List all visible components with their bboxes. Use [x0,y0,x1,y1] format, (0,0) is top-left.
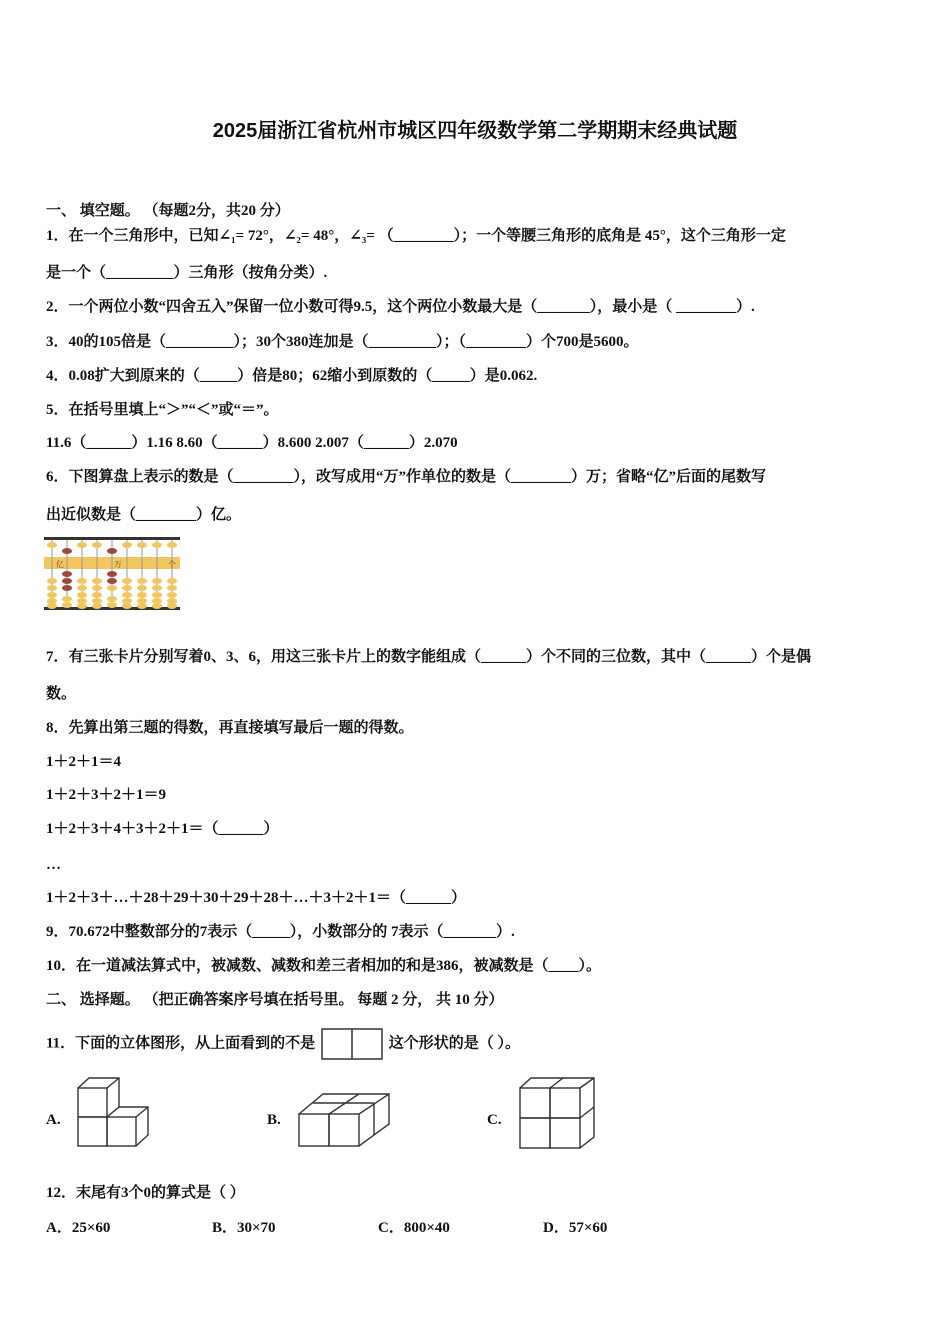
section-1-heading: 一、 填空题。 （每题2分，共20 分） [46,203,290,219]
abacus-bead [92,542,102,548]
section-2-heading: 二、 选择题。 （把正确答案序号填在括号里。 每题 2 分， 共 10 分） [46,992,504,1008]
abacus-bead [137,542,147,548]
question-8-line-2: 1＋2＋3＋2＋1＝9 [46,787,167,803]
abacus-bead [122,578,132,584]
abacus-label-yi: 亿 [56,560,64,569]
question-8-ellipsis: … [46,857,61,873]
abacus-bead [62,585,72,591]
question-6: 6．下图算盘上表示的数是（________），改写成用“万”作单位的数是（________）万；省略“亿”后面的尾数写 [46,469,767,485]
abacus-bead [152,603,162,609]
abacus-bead [77,578,87,584]
abacus-image [44,537,180,611]
two-squares-icon [321,1028,383,1060]
abacus-bead [77,603,87,609]
abacus-bead [92,578,102,584]
abacus-bead [167,585,177,591]
abacus-bead [47,542,57,548]
question-8-line-1: 1＋2＋1＝4 [46,754,122,770]
abacus-bead [92,603,102,609]
abacus-bead [152,578,162,584]
abacus-bead [137,603,147,609]
question-8-line-5: 1＋2＋3＋…＋28＋29＋30＋29＋28＋…＋3＋2＋1＝（______） [46,890,467,906]
page-title: 2025届浙江省杭州市城区四年级数学第二学期期末经典试题 [212,120,738,142]
abacus-bead [47,603,57,609]
question-3: 3．40的105倍是（_________）；30个380连加是（_________）；（________）个700是5600。 [46,334,639,350]
abacus-bead [107,578,117,584]
question-11-text: 11．下面的立体图形，从上面看到的不是 [46,1035,316,1052]
option-b-cubes [297,1090,393,1148]
option-c-cubes [518,1076,598,1150]
question-1-cont: 是一个（_________）三角形（按角分类）. [46,265,328,281]
abacus-bead [107,602,117,608]
abacus-bead [122,542,132,548]
q12-option-c: C．800×40 [378,1220,450,1236]
question-8: 8．先算出第三题的得数，再直接填写最后一题的得数。 [46,720,414,736]
abacus-bead [122,585,132,591]
abacus-bead [107,548,117,554]
question-11-text-end: 这个形状的是（ ）。 [388,1035,520,1052]
question-1: 1．在一个三角形中，已知∠₁= 72°，∠₂= 48°，∠₃= （________）；一个等腰三角形的底角是 45°，这个三角形一定 [46,228,786,244]
question-8-line-3: 1＋2＋3＋4＋3＋2＋1＝（______） [46,821,279,837]
abacus-bead [152,542,162,548]
abacus-bead [167,542,177,548]
abacus-label-wan: 万 [114,560,122,569]
abacus-bead [62,578,72,584]
question-7: 7．有三张卡片分别写着0、3、6，用这三张卡片上的数字能组成（______）个不同的三位数，其中（______）个是偶 [46,649,812,665]
abacus-bead [152,592,162,598]
abacus-bead [122,592,132,598]
abacus-bead [122,603,132,609]
abacus-bead [77,585,87,591]
abacus-bead [47,585,57,591]
abacus-bead [167,592,177,598]
q12-option-b: B．30×70 [212,1220,276,1236]
question-5-items: 11.6（______）1.16 8.60（______）8.600 2.007（______）2.070 [46,435,458,451]
abacus-bead [62,548,72,554]
question-11 [46,1028,520,1060]
abacus-bead [137,585,147,591]
abacus-bead [107,596,117,602]
abacus-bead [77,542,87,548]
abacus-bead [167,578,177,584]
abacus-bead [92,585,102,591]
abacus-bead [107,571,117,577]
question-6-cont: 出近似数是（________）亿。 [46,507,242,523]
q12-option-a: A．25×60 [46,1220,111,1236]
abacus-bead [77,592,87,598]
question-5: 5．在括号里填上“＞”“＜”或“＝”。 [46,402,279,418]
option-a-label: A. [46,1112,61,1128]
q12-option-d: D．57×60 [543,1220,608,1236]
abacus-bead [47,592,57,598]
question-4: 4．0.08扩大到原来的（_____）倍是80；62缩小到原数的（_____）是0.062. [46,368,538,384]
abacus-bead [167,603,177,609]
abacus-label-ge: 个 [168,560,176,569]
question-7-cont: 数。 [46,686,77,702]
question-12: 12．末尾有3个0的算式是（ ） [46,1185,245,1201]
option-c-label: C. [487,1112,502,1128]
abacus-bead [47,578,57,584]
abacus-bead [137,592,147,598]
question-10: 10．在一道减法算式中，被减数、减数和差三者相加的和是386，被减数是（____）。 [46,958,602,974]
option-b-label: B. [267,1112,281,1128]
abacus-bead [62,602,72,608]
abacus-bead [152,585,162,591]
abacus-bead [137,578,147,584]
abacus-bead [92,592,102,598]
question-2: 2．一个两位小数“四舍五入”保留一位小数可得9.5，这个两位小数最大是（_______），最小是（ ________）. [46,299,755,315]
abacus-bead [107,585,117,591]
abacus-bead [62,596,72,602]
question-9: 9．70.672中整数部分的7表示（_____），小数部分的 7表示（_______）. [46,924,515,940]
option-a-cubes [76,1076,152,1148]
abacus-bead [62,571,72,577]
